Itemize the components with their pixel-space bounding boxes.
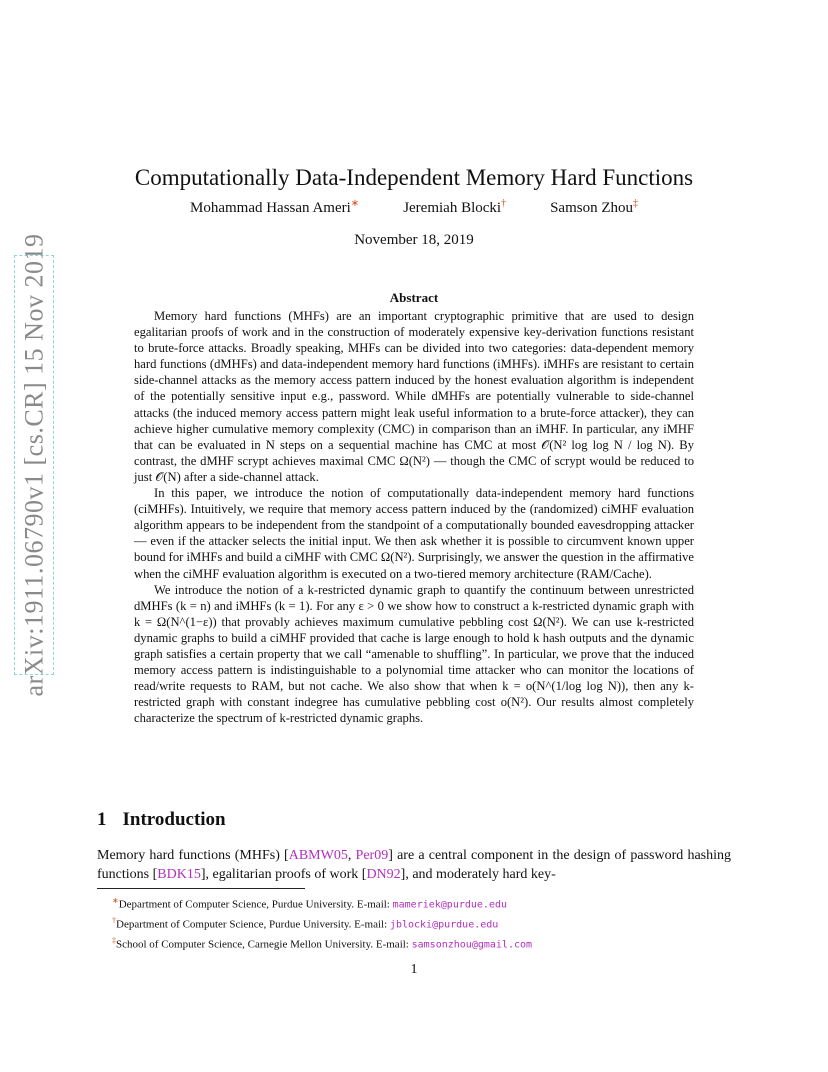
section-number: 1	[97, 809, 107, 830]
email-link[interactable]: jblocki@purdue.edu	[389, 919, 499, 931]
author-ameri: Mohammad Hassan Ameri∗	[189, 198, 360, 216]
paper-date: November 18, 2019	[354, 232, 474, 248]
abstract-paragraph-1: Memory hard functions (MHFs) are an important cryptographic primitive that are used to design egalitarian proofs of work and in the construction of moderately expensive key-derivation functions resistant to brute-force attacks. Broadly speaking, MHFs can be divided into two categories: data-dependent memory hard functions (dMHFs) and data-independent memory hard functions (iMHFs). iMHFs are resistant to certain side-channel attacks as the memory access pattern induced by the honest evaluation algorithm is independent of the potentially sensitive input e.g., password. While dMHFs are potentially vulnerable to side-channel attacks (the induced memory access pattern might leak useful information to a brute-force attacker), they can achieve higher cumulative memory complexity (CMC) in comparison than an iMHF. In particular, any iMHF that can be evaluated in N steps on a sequential machine has CMC at most 𝒪(N² log log N / log N). By contrast, the dMHF scrypt achieves maximal CMC Ω(N²) — though the CMC of scrypt would be reduced to just 𝒪(N) after a side-channel attack.	[134, 309, 694, 484]
abstract-heading: Abstract	[389, 290, 439, 305]
section-title: Introduction	[122, 809, 226, 830]
paper-title: Computationally Data-Independent Memory Hard Functions	[134, 165, 694, 191]
author-blocki: Jeremiah Blocki†	[403, 198, 507, 216]
arxiv-identifier: arXiv:1911.06790v1 [cs.CR] 15 Nov 2019	[19, 233, 48, 697]
footnote-1: ∗Department of Computer Science, Purdue University. E-mail: mameriek@purdue.edu	[112, 896, 508, 911]
section-heading	[97, 809, 226, 831]
abstract-paragraph-3: We introduce the notion of a k-restricted dynamic graph to quantify the continuum between unrestricted dMHFs (k = n) and iMHFs (k = 1). For any ε > 0 we show how to construct a k-restricted dynamic graph with k = Ω(N^(1−ε)) that provably achieves maximum cumulative pebbling cost Ω(N²). We can use k-restricted dynamic graphs to build a ciMHF provided that cache is large enough to hold k hash outputs and the dynamic graph satisfies a certain property that we call “amenable to shuffling”. In particular, we prove that the induced memory access pattern is indistinguishable to a polynomial time attacker who can monitor the locations of read/write requests to RAM, but not cache. We also show that when k = o(N^(1/log log N)), then any k-restricted graph with constant indegree has cumulative pebbling cost o(N²). Our results almost completely characterize the spectrum of k-restricted dynamic graphs.	[134, 582, 694, 726]
footnote-2: †Department of Computer Science, Purdue University. E-mail: jblocki@purdue.edu	[112, 916, 499, 931]
page-number: 1	[410, 962, 418, 977]
footnotes	[112, 893, 732, 953]
author-list	[0, 198, 828, 217]
citation-link[interactable]: DN92	[366, 867, 401, 882]
citation-link[interactable]: Per09	[355, 848, 389, 863]
arxiv-stamp	[14, 233, 54, 697]
abstract-paragraph-2: In this paper, we introduce the notion of computationally data-independent memory hard functions (ciMHFs). Intuitively, we require that memory access pattern induced by the (randomized) ciMHF evaluation algorithm appears to be independent from the standpoint of a computationally bounded eavesdropping attacker — even if the attacker selects the initial input. We then ask whether it is possible to circumvent known upper bound for iMHFs and build a ciMHF with CMC Ω(N²). Surprisingly, we answer the question in the affirmative when the ciMHF evaluation algorithm is executed on a two-tiered memory architecture (RAM/Cache).	[134, 486, 694, 581]
citation-link[interactable]: ABMW05	[288, 848, 348, 863]
email-link[interactable]: mameriek@purdue.edu	[392, 899, 508, 911]
footnote-3: ‡School of Computer Science, Carnegie Mellon University. E-mail: samsonzhou@gmail.com	[112, 936, 533, 951]
intro-paragraph: Memory hard functions (MHFs) [ABMW05, Per09] are a central component in the design of password hashing functions [BDK15], egalitarian proofs of work [DN92], and moderately hard key-	[97, 848, 731, 882]
author-zhou: Samson Zhou‡	[550, 198, 638, 216]
email-link[interactable]: samsonzhou@gmail.com	[411, 939, 533, 951]
citation-link[interactable]: BDK15	[157, 867, 201, 882]
abstract-body	[134, 308, 694, 726]
footnote-divider	[97, 888, 305, 889]
